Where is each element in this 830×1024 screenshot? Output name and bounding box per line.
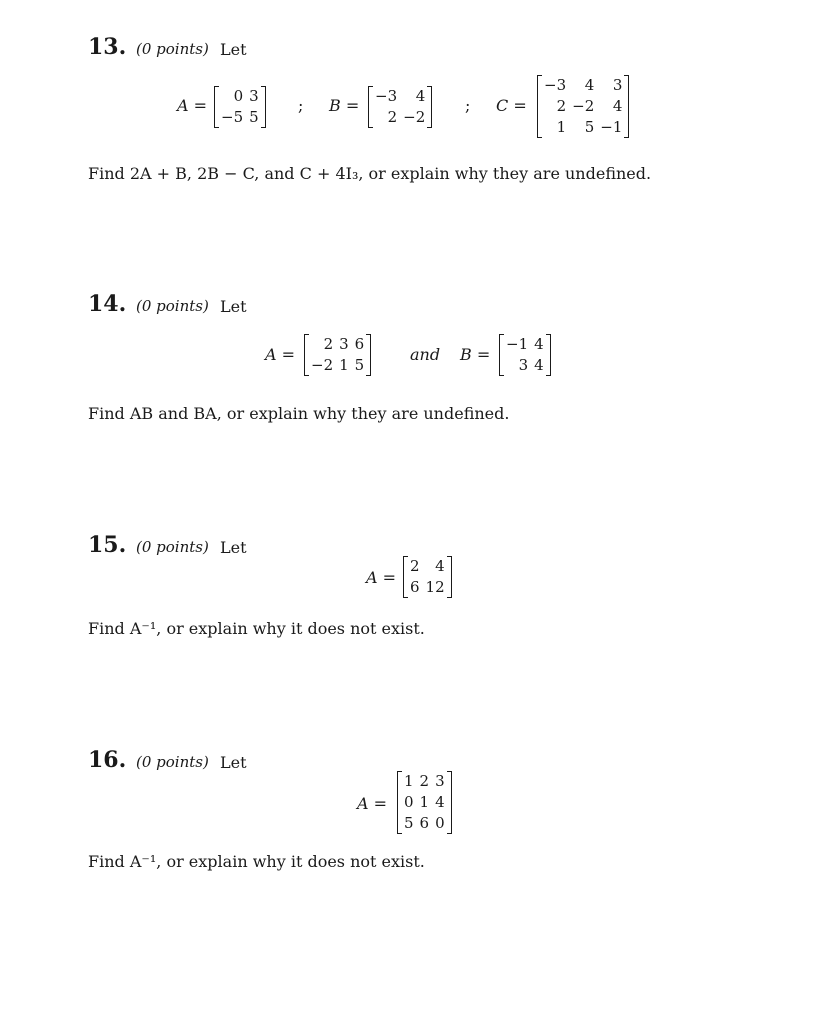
matrix-cell: −1	[506, 335, 529, 353]
matrix-cell: 4	[415, 87, 426, 105]
matrix-cell: 1	[556, 118, 567, 136]
matrix-cell: −2	[311, 356, 334, 374]
matrix-cell: 5	[584, 118, 595, 136]
matrix-cell: 3	[612, 76, 623, 94]
matrix-cell: 0	[233, 87, 244, 105]
problem-16-let: Let	[220, 753, 247, 772]
matrix-cell: 3	[518, 356, 529, 374]
matrix-b-label: B =	[460, 345, 491, 364]
matrix-b-label: B =	[329, 96, 360, 115]
matrix-cell: 2	[556, 97, 567, 115]
matrix-cell: −3	[544, 76, 567, 94]
matrix-cell: 0	[404, 793, 414, 811]
separator: ;	[465, 96, 471, 115]
matrix-c	[537, 75, 629, 138]
problem-13-points: (0 points)	[136, 40, 209, 58]
matrix-cell: 6	[410, 578, 420, 596]
problem-16-number: 16.	[88, 747, 127, 773]
matrix-c-label: C =	[496, 96, 527, 115]
problem-15-number: 15.	[88, 532, 127, 558]
problem-14-question: Find AB and BA, or explain why they are undefined.	[88, 404, 510, 423]
matrix-cell: 3	[435, 772, 445, 790]
problem-14-points: (0 points)	[136, 297, 209, 315]
matrix-cell: 4	[584, 76, 595, 94]
matrix-cell: 5	[249, 108, 259, 126]
matrix-cell: −2	[572, 97, 595, 115]
connector-and: and	[410, 345, 441, 364]
matrix-cell: 1	[419, 793, 430, 811]
matrix-cell: 2	[323, 335, 334, 353]
matrix-cell: 1	[339, 356, 349, 374]
matrix-cell: 2	[387, 108, 398, 126]
problem-13-question: Find 2A + B, 2B − C, and C + 4I₃, or explain why they are undefined.	[88, 164, 652, 183]
problem-13-number: 13.	[88, 34, 127, 60]
matrix-cell: 1	[404, 772, 414, 790]
matrix-cell: 3	[339, 335, 349, 353]
matrix-cell: 6	[419, 814, 430, 832]
matrix-a	[304, 334, 371, 376]
matrix-cell: 0	[435, 814, 445, 832]
problem-14-number: 14.	[88, 291, 127, 317]
problem-16-points: (0 points)	[136, 753, 209, 771]
matrix-a-label: A =	[366, 568, 397, 587]
problem-16-question: Find A⁻¹, or explain why it does not exist.	[88, 852, 425, 871]
matrix-cell: 4	[534, 356, 544, 374]
matrix-cell: 2	[410, 557, 420, 575]
matrix-cell: 4	[435, 793, 445, 811]
matrix-cell: −3	[375, 87, 398, 105]
problem-15-let: Let	[220, 538, 247, 557]
matrix-cell: −5	[221, 108, 244, 126]
matrix-a	[214, 86, 266, 128]
problem-15-question: Find A⁻¹, or explain why it does not exist.	[88, 619, 425, 638]
matrix-cell: −1	[600, 118, 623, 136]
separator: ;	[298, 96, 304, 115]
matrix-a-label: A =	[177, 96, 208, 115]
matrix-a	[397, 771, 452, 834]
matrix-a-label: A =	[357, 794, 388, 813]
matrix-cell: 3	[249, 87, 259, 105]
matrix-a-label: A =	[265, 345, 296, 364]
matrix-cell: 4	[435, 557, 445, 575]
matrix-b	[499, 334, 551, 376]
matrix-cell: 6	[354, 335, 365, 353]
problem-15-points: (0 points)	[136, 538, 209, 556]
matrix-cell: 2	[419, 772, 430, 790]
matrix-cell: 12	[425, 578, 445, 596]
matrix-cell: 4	[612, 97, 623, 115]
problem-14-let: Let	[220, 297, 247, 316]
matrix-cell: 5	[354, 356, 365, 374]
matrix-cell: 5	[404, 814, 414, 832]
matrix-a	[403, 556, 452, 598]
matrix-b	[368, 86, 432, 128]
matrix-cell: −2	[403, 108, 426, 126]
matrix-cell: 4	[534, 335, 544, 353]
problem-13-let: Let	[220, 40, 247, 59]
